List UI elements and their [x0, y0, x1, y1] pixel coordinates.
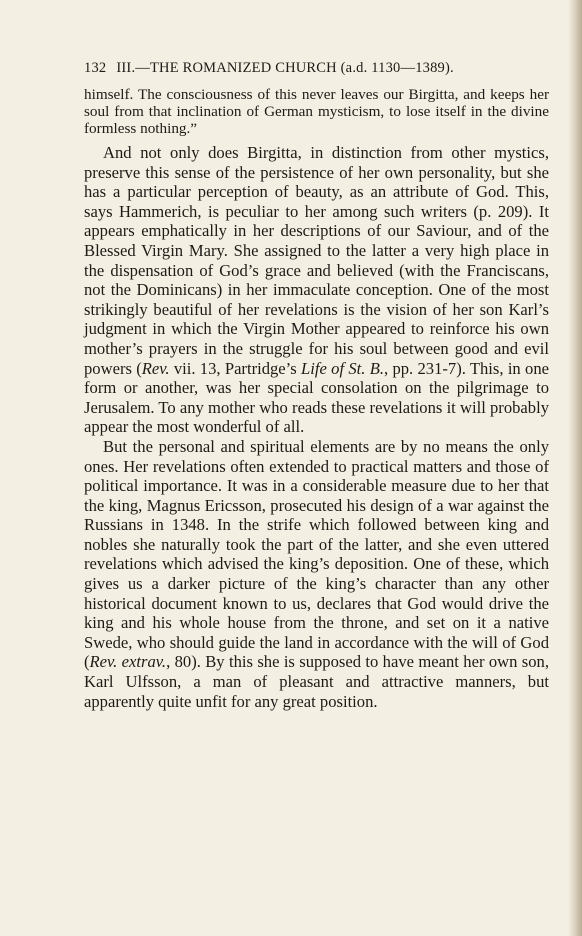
body-text [84, 143, 549, 711]
page-edge-shadow [568, 0, 582, 936]
p2-text-a: But the personal and spiritual elements are by no means the only ones. Her revelations often extended to practical matters and those of political importance. It was in a considerable measure due to her that the king, Magnus Ericsson, prosecuted his design of a war against the Russians in 1348. In the strife which followed between king and nobles she naturally took the part of the latter, and she even uttered revelations which advised the king’s deposition. One of these, which gives us a darker picture of the king’s character than any other historical document known to us, declares that God would drive the king and his whole house from the throne, and set on it a native Swede, who should guide the land in accordance with the will of God ( [84, 436, 549, 672]
page-number: 132 [84, 60, 107, 76]
quote-end-text: himself. The consciousness of this never leaves our Birgitta, and keeps her soul from that inclination of German mysticism, to lose itself in the divine formless nothing.” [84, 86, 549, 138]
p1-text-c: , pp. 231-7). This, in one form or another, was her special consolation on the pilgrimage to Jerusalem. To any mother who reads these revelations it will probably appear the most wonderful of all. [84, 358, 549, 437]
p2-text-b: , 80). By this she is supposed to have meant her own son, Karl Ulfsson, a man of pleasant and attractive manners, but apparently quite unfit for any great position. [84, 652, 550, 711]
p1-cite-life: Life of St. B. [301, 358, 384, 378]
p2-cite-rev-extrav: Rev. extrav. [89, 652, 167, 672]
running-header [84, 60, 554, 77]
p1-text-a: And not only does Birgitta, in distinction from other mystics, preserve this sense of the persistence of her own personality, but she has a particular perception of beauty, as an attribute of God. This, says Hammerich, is peculiar to her among such writers (p. 209). It appears emphatically in her descriptions of our Saviour, and of the Blessed Virgin Mary. She assigned to the latter a very high place in the dispensation of God’s grace and believed (with the Franciscans, not the Dominicans) in her immaculate conception. One of the most strikingly beautiful of her revelations is the vision of her son Karl’s judgment in which the Virgin Mother appeared to reinforce his own mother’s prayers in the struggle for his soul between good and evil powers ( [84, 143, 549, 378]
running-title: III.—THE ROMANIZED CHURCH (a.d. 1130—1389). [116, 60, 454, 76]
p1-cite-rev: Rev. [141, 358, 170, 378]
quoted-passage-end [84, 86, 549, 138]
paragraph-political [84, 437, 549, 711]
p1-text-b: vii. 13, Partridge’s [169, 358, 302, 378]
paragraph-birgitta-beauty [84, 143, 549, 437]
